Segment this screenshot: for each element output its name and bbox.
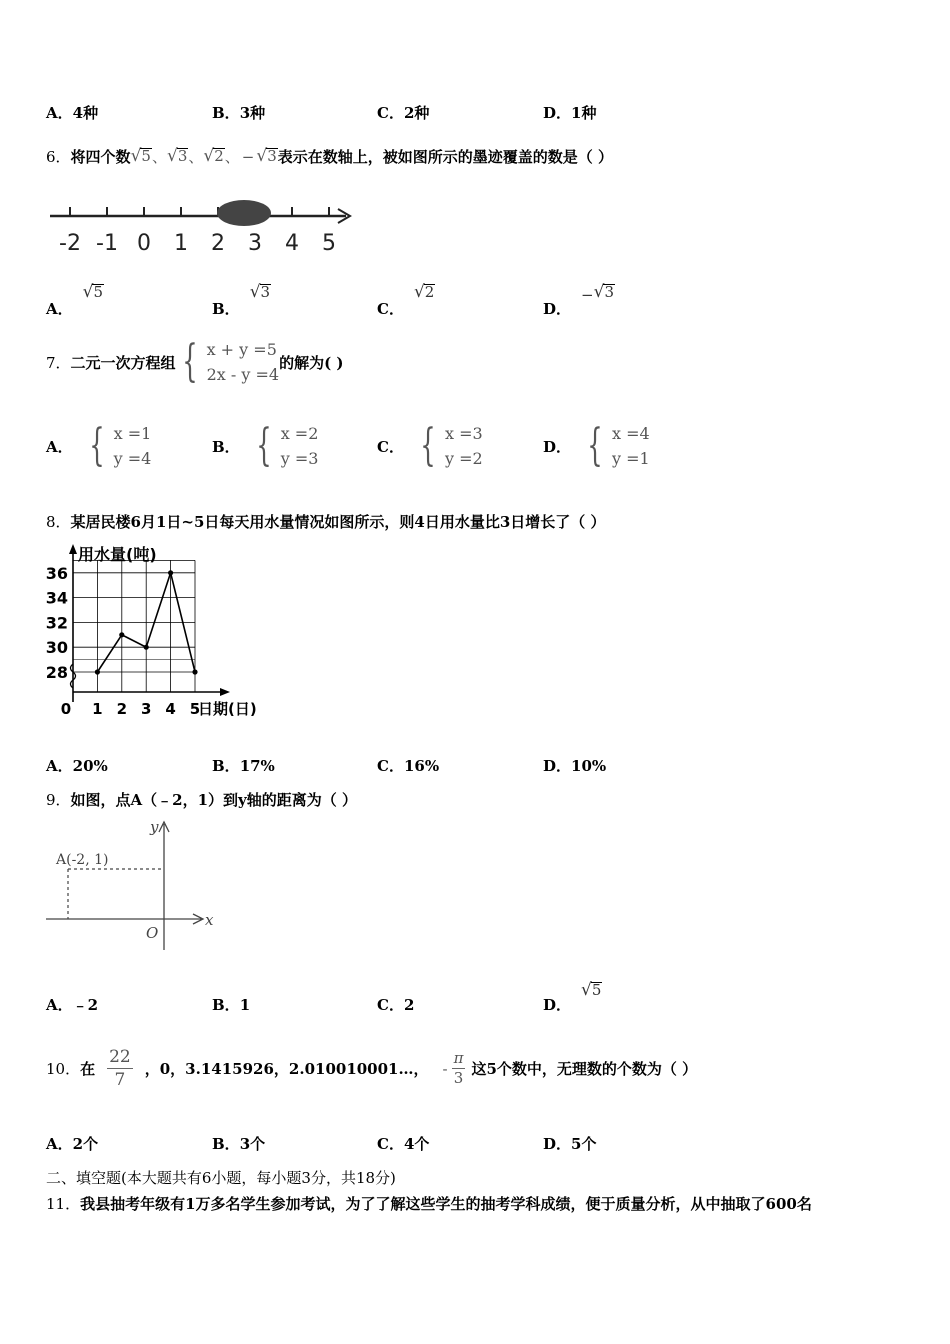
q6-sqrt2: √ 2 [203,146,224,166]
q6-stem: 6． 将四个数 √ 5 、 √ 3 、 √ 2 、 − √ 3 表示在数轴上，被如图所示的墨迹覆盖的数是（ ） [46,146,613,166]
q9-option-a[interactable]: A．﹣2 [46,996,99,1014]
x-axis-label: 日期(日) [198,700,257,718]
number-line-labels [59,231,336,256]
q9-point-label: A(-2, 1) [56,852,109,868]
q9-coordinate-figure [42,812,222,957]
section-2-heading: 二、填空题(本大题共有6小题，每小题3分，共18分) [46,1169,396,1187]
q6-number-line [46,195,366,265]
q7-option-b[interactable]: B． { x =2 y =3 [212,420,319,471]
ink-blot [217,200,271,226]
q7-option-a[interactable]: A． { x =1 y =4 [46,420,152,471]
number-line-label: 2 [211,231,225,256]
q6-prefix: 将四个数 [70,148,131,166]
data-point [144,645,149,650]
q6-option-d[interactable]: D． − √ 3 [543,282,614,318]
q10-option-c[interactable]: C．4个 [377,1135,430,1153]
y-tick-labels [46,564,68,682]
x-origin-label: 0 [60,700,72,718]
x-tick-label: 3 [140,700,152,718]
q11-stem: 11．我县抽考年级有1万多名学生参加考试，为了了解这些学生的抽考学科成绩，便于质量分析，从中抽取了600名 [46,1195,812,1213]
x-tick-label: 1 [92,700,103,718]
q9-option-c[interactable]: C．2 [377,996,415,1014]
x-axis-arrow [220,688,230,696]
q10-option-b[interactable]: B．3个 [212,1135,266,1153]
number-line-ticks [70,207,329,216]
q9-option-b[interactable]: B．1 [212,996,251,1014]
q6-suffix: 表示在数轴上，被如图所示的墨迹覆盖的数是（ ） [277,148,613,166]
q5-option-d[interactable]: D．1种 [543,104,597,122]
y-tick-label: 32 [45,613,68,633]
q5-option-b[interactable]: B．3种 [212,104,266,122]
q5-option-a[interactable]: A．4种 [46,104,99,122]
data-point [192,669,197,674]
x-tick-label: 4 [165,700,176,718]
q9-stem: 9．如图，点A（﹣2，1）到y轴的距离为（ ） [46,791,357,809]
x-tick-labels [92,700,200,718]
q9-origin-label: O [146,924,159,942]
data-point [119,632,124,637]
q9-x-label: x [205,911,214,929]
q9-y-label: y [150,818,159,836]
data-point [168,570,173,575]
fraction-22-7: $\frac{22}{7}$ [109,1047,131,1091]
number-line-label: -1 [96,231,118,256]
q8-option-b[interactable]: B．17% [212,757,275,775]
q6-option-a[interactable]: A． √ 5 [46,282,104,318]
x-tick-label: 5 [189,700,201,718]
q6-option-c[interactable]: C． √ 2 [377,282,435,318]
y-tick-label: 34 [45,588,68,608]
q9-option-d[interactable]: D． √ 5 [543,980,602,1014]
y-axis-arrow [69,544,77,554]
q6-number: 6． [46,148,71,166]
water-usage-chart [42,540,282,725]
q10-stem: 10． 在 $\frac{22}{7}$ ，0，3.1415926，2.010010001…， - $\frac{\pi}{3}$ 这5个数中，无理数的个数为（ ） [46,1047,698,1091]
data-point [95,669,100,674]
number-line-label: -2 [59,231,81,256]
q8-option-c[interactable]: C．16% [377,757,440,775]
number-line-label: 5 [322,231,336,256]
x-tick-label: 2 [116,700,128,718]
q6-neg-sqrt3: √ 3 [256,146,277,166]
chart-grid [73,560,195,692]
q7-equation-system: { x + y =5 2x - y =4 [181,336,280,387]
chart-title: 用水量(吨) [78,545,157,564]
number-line-label: 0 [137,231,151,256]
q6-sqrt5: √ 5 [130,146,151,166]
y-tick-label: 36 [45,563,68,583]
q10-option-a[interactable]: A．2个 [46,1135,99,1153]
q10-option-d[interactable]: D．5个 [543,1135,597,1153]
q7-option-c[interactable]: C． { x =3 y =2 [377,420,483,471]
q6-option-b[interactable]: B． √ 3 [212,282,271,318]
number-line-label: 3 [248,231,262,256]
q7-option-d[interactable]: D． { x =4 y =1 [543,420,650,471]
q8-stem: 8．某居民楼6月1日~5日每天用水量情况如图所示，则4日用水量比3日增长了（ ） [46,513,606,531]
q8-option-d[interactable]: D．10% [543,757,607,775]
q7-stem: 7． 二元一次方程组 { x + y =5 2x - y =4 的解为( ) [46,336,344,387]
number-line-label: 1 [174,231,188,256]
y-tick-label: 30 [45,638,68,658]
q8-option-a[interactable]: A．20% [46,757,108,775]
q6-sqrt3: √ 3 [166,146,188,166]
y-tick-label: 28 [45,663,68,682]
fraction-pi-3: $\frac{\pi}{3}$ [453,1048,464,1088]
q5-option-c[interactable]: C．2种 [377,104,430,122]
number-line-label: 4 [285,231,299,256]
